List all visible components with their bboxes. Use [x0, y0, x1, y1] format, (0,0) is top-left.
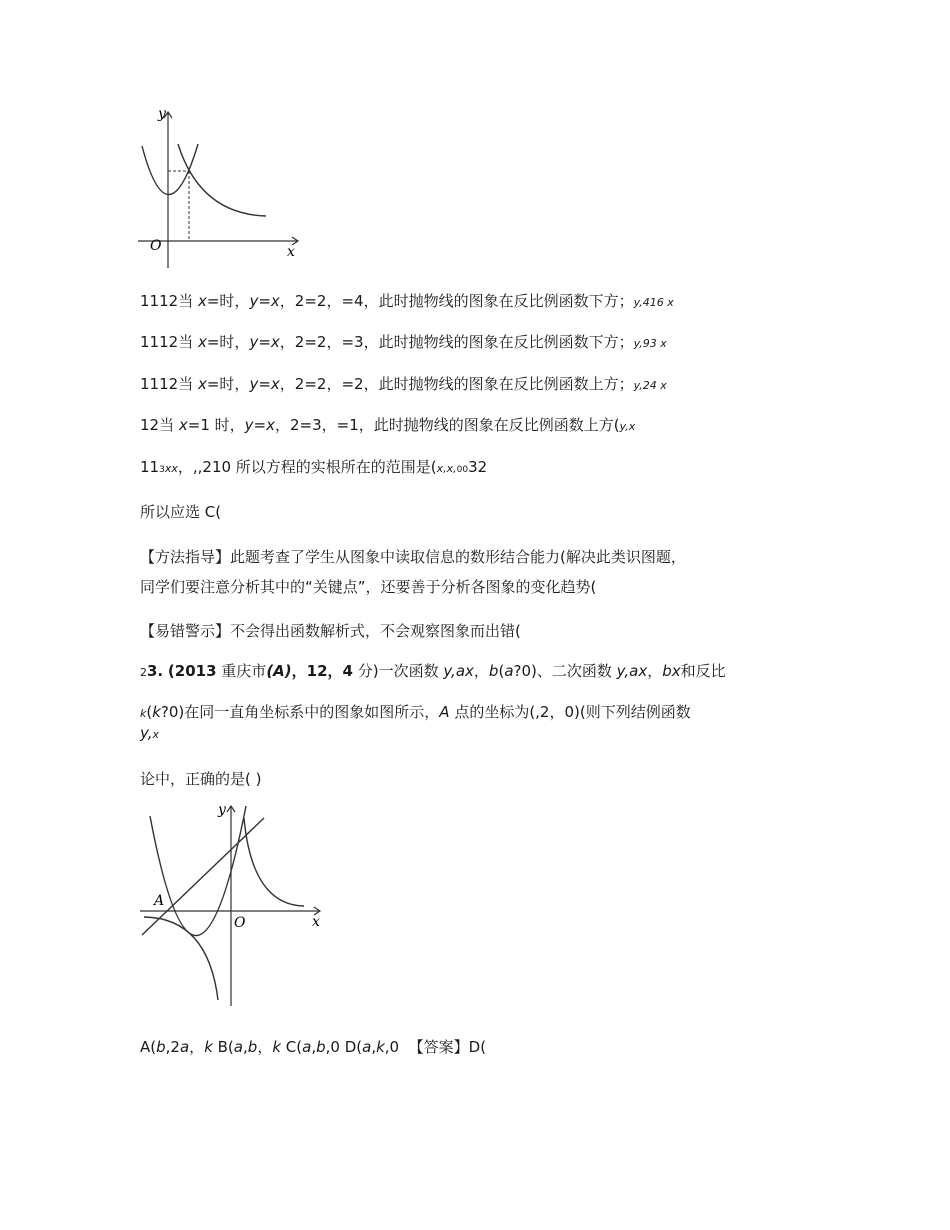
- fig1-y-label: y: [158, 106, 166, 122]
- l3-b: x: [197, 375, 207, 393]
- fig1-origin-label: O: [150, 238, 162, 254]
- q-a: (2013: [167, 662, 217, 680]
- l5-c: x,x,: [436, 462, 457, 475]
- q2-f: 点的坐标为(,2，0)(则下列结例函数: [449, 703, 691, 721]
- opt-b-4: b: [247, 1038, 258, 1056]
- l3-a: 当: [178, 375, 198, 393]
- parabola-curve-2: [150, 806, 246, 936]
- l2-pre: 1112: [140, 333, 179, 351]
- opt-d-1: D(: [339, 1038, 363, 1056]
- l4-g: ，2=3，=1，此时抛物线的图象在反比例函数上方(: [275, 416, 620, 434]
- opt-b-6: k: [272, 1038, 282, 1056]
- l2-d: y: [249, 333, 259, 351]
- q2-e: A: [439, 703, 450, 721]
- q-m: ，: [647, 662, 663, 680]
- figure2-svg: [134, 800, 329, 1010]
- figure-parabola-hyperbola: [130, 104, 305, 272]
- question-line-1: [140, 660, 726, 681]
- method-guide-line-1: 【方法指导】此题考查了学生从图象中读取信息的数形结合能力(解决此类识图题，: [140, 548, 686, 566]
- l1-g: ，2=2，=4，此时抛物线的图象在反比例函数下方；: [279, 292, 634, 310]
- l4-e: =: [253, 416, 267, 434]
- l1-c: =时，: [206, 292, 250, 310]
- l3-pre: 1112: [140, 375, 179, 393]
- opt-b-3: ,: [243, 1038, 248, 1056]
- q-n: bx: [662, 662, 681, 680]
- question-line-2b: [140, 724, 159, 742]
- opt-b-1: B(: [212, 1038, 234, 1056]
- q2-b: (: [146, 703, 153, 721]
- q-g: ，: [473, 662, 489, 680]
- q-o: 和反比: [680, 662, 726, 680]
- q-f: y,ax: [443, 662, 474, 680]
- opt-c-2: a: [302, 1038, 312, 1056]
- fig2-origin-label: O: [234, 915, 246, 931]
- l3-g: ，2=2，=2，此时抛物线的图象在反比例函数上方；: [279, 375, 634, 393]
- l4-d: y: [244, 416, 254, 434]
- q-l: y,ax: [616, 662, 648, 680]
- hyperbola-curve: [178, 144, 266, 216]
- opt-b-2: a: [233, 1038, 243, 1056]
- method-guide-line-2: 同学们要注意分析其中的“关键点”，还要善于分析各图象的变化趋势(: [140, 578, 597, 596]
- opt-a-4: a: [179, 1038, 190, 1056]
- opt-a-3: ,2: [165, 1038, 180, 1056]
- q-pre: 2: [140, 666, 147, 679]
- q-h: b: [488, 662, 499, 680]
- hyperbola-upper-branch: [244, 818, 304, 906]
- l4-f: x: [266, 416, 276, 434]
- q-d: ，12，4: [291, 662, 353, 680]
- fig1-x-label: x: [287, 244, 295, 260]
- q2-a: k: [140, 707, 147, 720]
- opt-c-5: ,0: [325, 1038, 340, 1056]
- l5-pre: 11: [140, 458, 160, 476]
- l3-e: =: [258, 375, 271, 393]
- l1-a: 当: [178, 292, 198, 310]
- text-line-5: [140, 456, 487, 477]
- opt-a-2: b: [156, 1038, 166, 1056]
- option-c: [281, 1038, 340, 1056]
- l4-a: 当: [159, 416, 179, 434]
- q2-c: k: [152, 703, 161, 721]
- opt-c-4: b: [316, 1038, 326, 1056]
- q-c: (A): [266, 662, 292, 680]
- opt-d-4: k: [376, 1038, 385, 1056]
- l1-e: =: [258, 292, 271, 310]
- answer-options-line: [140, 1036, 486, 1057]
- figure-three-functions: [134, 800, 329, 1010]
- l5-e: 32: [468, 458, 488, 476]
- question-line-2: [140, 701, 691, 722]
- q-j: a: [504, 662, 514, 680]
- option-b: [213, 1038, 281, 1056]
- opt-c-1: C(: [281, 1038, 303, 1056]
- opt-d-5: ,0: [384, 1038, 400, 1056]
- l5-a: xx: [164, 462, 178, 475]
- l3-f: x: [270, 375, 280, 393]
- opt-a-6: k: [204, 1038, 213, 1056]
- q-i: (: [498, 662, 505, 680]
- l4-c: =1 时，: [187, 416, 245, 434]
- parabola-curve: [142, 144, 198, 195]
- opt-c-3: ,: [311, 1038, 317, 1056]
- q2-d: ?0)在同一直角坐标系中的图象如图所示，: [160, 703, 440, 721]
- l2-e: =: [258, 333, 271, 351]
- fig2-x-label: x: [312, 914, 320, 930]
- l5-d: 00: [456, 465, 469, 475]
- l4-h: y,x: [619, 420, 636, 433]
- q2b-a: y,: [140, 724, 153, 742]
- l3-c: =时，: [206, 375, 250, 393]
- l1-b: x: [197, 292, 207, 310]
- q-e: 分)一次函数: [352, 662, 444, 680]
- l1-h: y,416 x: [633, 296, 674, 309]
- l2-c: =时，: [206, 333, 250, 351]
- l1-d: y: [249, 292, 259, 310]
- l5-sub: 3: [159, 465, 165, 475]
- opt-a-5: ，: [189, 1038, 205, 1056]
- error-warning-line: 【易错警示】不会得出函数解析式，不会观察图象而出错(: [140, 622, 521, 640]
- l5-b: ，,,210 所以方程的实根所在的范围是(: [177, 458, 437, 476]
- l3-d: y: [249, 375, 259, 393]
- option-a: [140, 1038, 213, 1056]
- text-line-6: 所以应选 C(: [140, 503, 222, 521]
- question-line-3: 论中，正确的是( ): [140, 770, 262, 788]
- q2b-b: x: [152, 728, 159, 741]
- opt-b-5: ，: [257, 1038, 273, 1056]
- answer-key: 【答案】D(: [408, 1038, 487, 1056]
- q-num: 3.: [147, 662, 164, 680]
- text-line-4: [140, 414, 635, 435]
- l2-g: ，2=2，=3，此时抛物线的图象在反比例函数下方；: [279, 333, 634, 351]
- fig2-y-label: y: [218, 802, 226, 818]
- l4-pre: 12: [140, 416, 160, 434]
- q-k: ?0)、二次函数: [513, 662, 617, 680]
- text-line-1: [140, 290, 674, 311]
- opt-a-1: A(: [140, 1038, 157, 1056]
- figure1-svg: [130, 104, 305, 272]
- l3-h: y,24 x: [633, 379, 667, 392]
- l1-f: x: [270, 292, 280, 310]
- l4-b: x: [178, 416, 188, 434]
- l2-h: y,93 x: [633, 337, 667, 350]
- option-d: [340, 1038, 399, 1056]
- l2-f: x: [270, 333, 280, 351]
- opt-d-3: ,: [371, 1038, 377, 1056]
- fig2-point-a-label: A: [154, 893, 165, 909]
- q-b: 重庆市: [216, 662, 267, 680]
- text-line-3: [140, 373, 667, 394]
- l2-a: 当: [178, 333, 198, 351]
- text-line-2: [140, 331, 667, 352]
- l2-b: x: [197, 333, 207, 351]
- opt-d-2: a: [362, 1038, 372, 1056]
- l1-pre: 1112: [140, 292, 179, 310]
